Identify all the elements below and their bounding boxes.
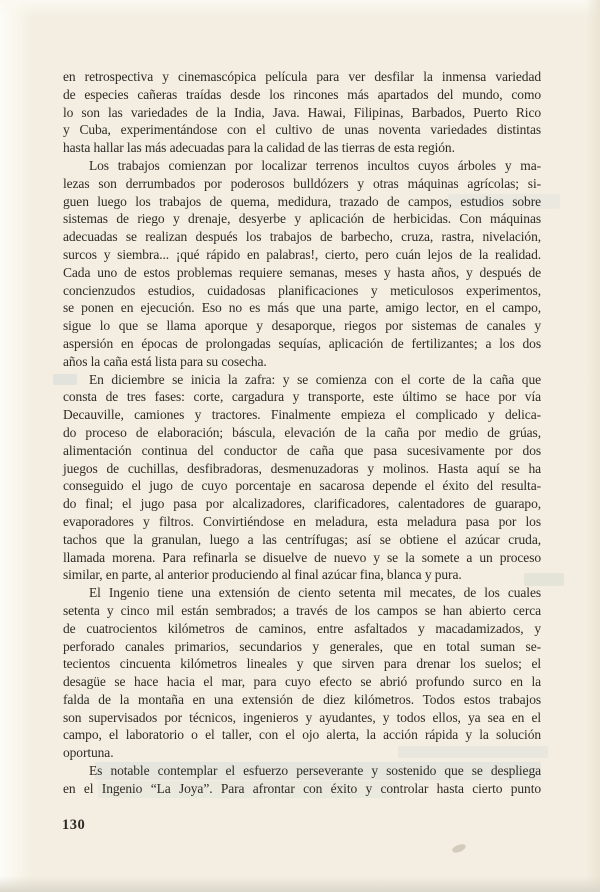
text-line: similar, en parte, al anterior produciendo al final azúcar fina, blanca y pura.	[63, 567, 462, 583]
text-line: concienzudos estudios, cuidadosas planificaciones y meticulosos experimentos,	[63, 282, 541, 298]
text-line: lo son las variedades de la India, Java. Hawai, Filipinas, Barbados, Puerto Rico	[63, 104, 541, 120]
page-top-edge-shading	[0, 0, 600, 18]
text-line: Cada uno de estos problemas requiere semanas, meses y hasta años, y después de	[63, 264, 541, 280]
text-line: hasta hallar las más adecuadas para la calidad de las tierras de esta región.	[63, 140, 455, 156]
text-line: años la caña está lista para su cosecha.	[63, 353, 267, 369]
text-line: surcos y siembra... ¡qué rápido en palabras!, cierto, pero cuán lejos de la realidad.	[63, 246, 541, 262]
text-line: En diciembre se inicia la zafra: y se comienza con el corte de la caña que	[89, 371, 541, 387]
paragraph	[63, 762, 541, 798]
text-line: de cuatrocientos kilómetros de caminos, entre asfaltados y macadamizados, y	[63, 620, 541, 636]
text-line: sistemas de riego y drenaje, desyerbe y aplicación de herbicidas. Con máquinas	[63, 211, 541, 227]
page-left-edge-shading	[0, 0, 34, 892]
text-line: Decauville, camiones y tractores. Finalmente empieza el complicado y delica-	[63, 407, 541, 423]
text-line: setenta y cinco mil están sembrados; a través de los campos se han abierto cerca	[63, 602, 541, 618]
text-line: campo, el laboratorio o el taller, con el ojo alerta, la acción rápida y la solución	[63, 727, 541, 743]
text-line: tecientos cincuenta kilómetros lineales y que sirven para drenar los suelos; el	[63, 656, 541, 672]
text-line: conseguido el jugo de cuyo porcentaje en sacarosa depende el éxito del resulta-	[63, 478, 541, 494]
text-line: llamada morena. Para refinarla se disuelve de nuevo y se la somete a un proceso	[63, 549, 541, 565]
text-line: evaporadores y filtros. Convirtiéndose en meladura, esta meladura pasa por los	[63, 513, 541, 529]
text-line: tachos que la granulan, luego a las centrífugas; así se obtiene el azúcar cruda,	[63, 531, 541, 547]
text-line: Es notable contemplar el esfuerzo perseverante y sostenido que se despliega	[89, 763, 541, 779]
text-line: alimentación continua del conductor de caña que pasa sucesivamente por dos	[63, 442, 541, 458]
text-line: en el Ingenio “La Joya”. Para afrontar con éxito y controlar hasta cierto punto	[63, 780, 541, 796]
text-line: consta de tres fases: corte, cargadura y transporte, este último se hace por vía	[63, 389, 541, 405]
text-line: lezas son derrumbados por poderosos bulldózers y otras máquinas agrícolas; si-	[63, 175, 541, 191]
text-line: do final; el jugo pasa por alcalizadores, clarificadores, calentadores de guarapo,	[63, 496, 541, 512]
text-line: juegos de cuchillas, desfibradoras, desmenuzadoras y molinos. Hasta aquí se ha	[63, 460, 541, 476]
page-right-edge-shading	[586, 0, 600, 892]
text-line: sigue lo que se llama aporque y desaporque, riegos por sistemas de canales y	[63, 318, 541, 334]
text-line: guen luego los trabajos de quema, medidura, trazado de campos, estudios sobre	[63, 193, 541, 209]
text-line: de especies cañeras traídas desde los rincones más apartados del mundo, como	[63, 86, 541, 102]
text-line: El Ingenio tiene una extensión de ciento setenta mil mecates, de los cuales	[89, 585, 541, 601]
text-line: perforado canales primarios, secundarios y generales, que en total suman se-	[63, 638, 541, 654]
text-line: do proceso de elaboración; báscula, elevación de la caña por medio de grúas,	[63, 424, 541, 440]
text-line: son supervisados por técnicos, ingenieros y ayudantes, y todos ellos, ya sea en el	[63, 709, 541, 725]
paper-smudge	[451, 843, 466, 854]
text-block	[63, 68, 541, 798]
text-line: adecuadas se realizan después los trabajos de barbecho, cruza, rastra, nivelación,	[63, 229, 541, 245]
text-line: falda de la montaña en una extensión de diez kilómetros. Todos estos trabajos	[63, 691, 541, 707]
text-line: en retrospectiva y cinemascópica película para ver desfilar la inmensa variedad	[63, 69, 541, 84]
page-bottom-edge-shading	[0, 876, 600, 892]
text-line: Los trabajos comienzan por localizar terrenos incultos cuyos árboles y ma-	[89, 157, 541, 173]
text-line: y Cuba, experimentándose con el cultivo de unas noventa variedades distintas	[63, 122, 541, 138]
text-line: se ponen en ejecución. Eso no es más que una parte, amigo lector, en el campo,	[63, 300, 541, 316]
page-number: 130	[62, 817, 86, 833]
paragraph	[63, 371, 541, 585]
paragraph	[63, 584, 541, 762]
paragraph	[63, 157, 541, 371]
text-line: desagüe se hace hacia el mar, para cuyo efecto se abrió profundo surco en la	[63, 674, 541, 690]
text-line: oportuna.	[63, 745, 114, 761]
paragraph	[63, 68, 541, 157]
text-line: aspersión en épocas de prolongadas sequías, aplicación de fertilizantes; a los dos	[63, 335, 541, 351]
